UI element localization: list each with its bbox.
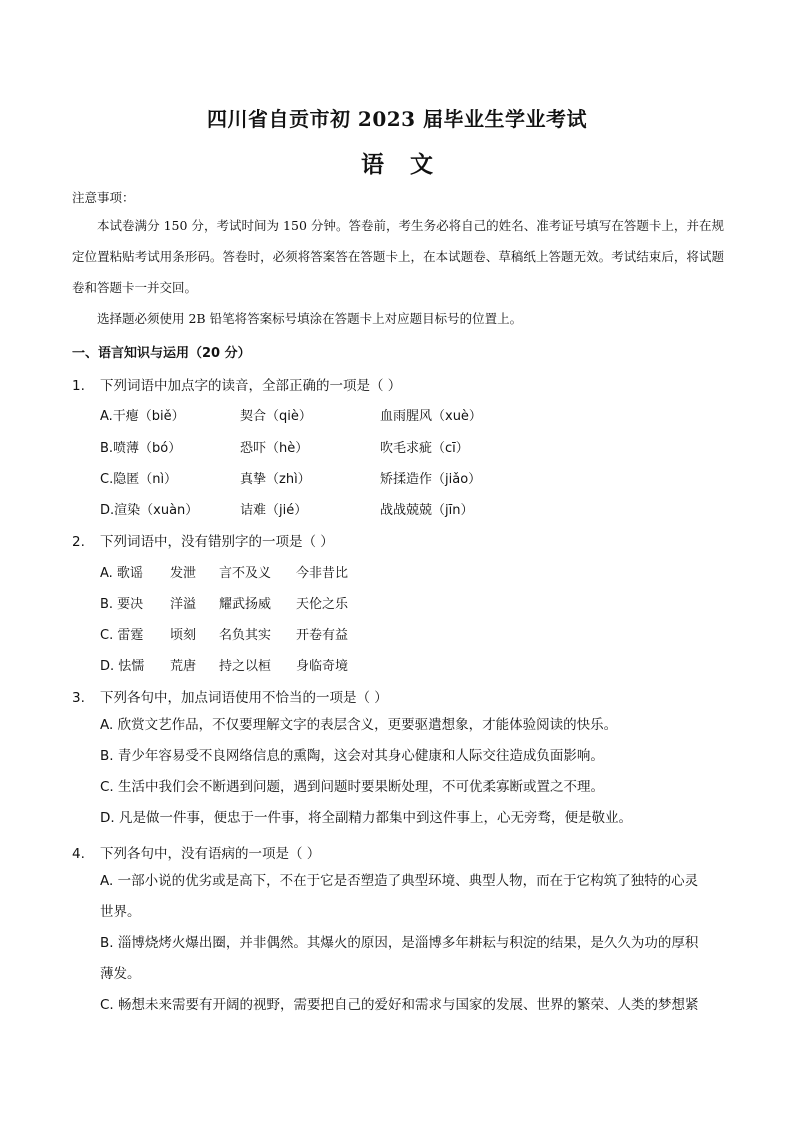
q2-option-c-1: C. 雷霆 (100, 628, 144, 643)
q4-option-a-line-1: A. 一部小说的优劣或是高下，不在于它是否塑造了典型环境、典型人物，而在于它构筑了独特的心灵 (100, 873, 699, 889)
question-2 (72, 530, 334, 550)
q1-option-d-3: 战战兢兢（jīn） (380, 503, 474, 518)
q4-option-b-line-2: 薄发。 (100, 966, 141, 982)
q2-option-d-3: 持之以桓 (219, 659, 272, 674)
q1-option-b-2: 恐吓（hè） (240, 441, 309, 456)
question-number: 3. (72, 690, 85, 706)
question-number: 4. (72, 846, 85, 862)
q4-option-c-line-1: C. 畅想未来需要有开阔的视野，需要把自己的爱好和需求与国家的发展、世界的繁荣、人类的梦想紧 (100, 997, 699, 1013)
q4-option-a-line-2: 世界。 (100, 904, 141, 920)
q3-option-d: D. 凡是做一件事，便忠于一件事，将全副精力都集中到这件事上，心无旁骛，便是敬业。 (100, 810, 632, 826)
q2-option-a-4: 今非昔比 (296, 566, 349, 581)
q4-option-b-line-1: B. 淄博烧烤火爆出圈，并非偶然。其爆火的原因，是淄博多年耕耘与积淀的结果，是久久为功的厚积 (100, 935, 699, 951)
q2-option-a-3: 言不及义 (219, 566, 272, 581)
q2-option-b-2: 洋溢 (170, 597, 197, 612)
q1-option-c-3: 矫揉造作（jiǎo） (380, 472, 482, 487)
question-number: 2. (72, 534, 85, 550)
q1-option-a-1: A.干瘪（biě） (100, 409, 185, 424)
notice-paragraph-2: 选择题必须使用 2B 铅笔将答案标号填涂在答题卡上对应题目标号的位置上。 (97, 311, 523, 326)
q1-option-c-2: 真挚（zhì） (240, 472, 311, 487)
q2-option-b-4: 天伦之乐 (296, 597, 349, 612)
q2-option-c-2: 顷刻 (170, 628, 197, 643)
section-heading-1: 一、语言知识与运用（20 分） (72, 346, 251, 361)
question-text: 下列词语中，没有错别字的一项是（ ） (100, 534, 334, 550)
q2-option-c-3: 名负其实 (219, 628, 272, 643)
q2-option-b-1: B. 要决 (100, 597, 144, 612)
question-text: 下列各句中，没有语病的一项是（ ） (100, 846, 321, 862)
q2-option-d-1: D. 怯懦 (100, 659, 145, 674)
notice-body (72, 210, 724, 334)
q2-option-d-4: 身临奇境 (296, 659, 349, 674)
q1-option-d-2: 诘难（jié） (240, 503, 308, 518)
notice-heading: 注意事项： (72, 190, 135, 205)
subject-title: 语文 (361, 151, 459, 178)
q1-option-d-1: D.渲染（xuàn） (100, 503, 199, 518)
exam-title: 四川省自贡市初 2023 届毕业生学业考试 (206, 107, 588, 131)
q1-option-a-2: 契合（qiè） (240, 409, 312, 424)
question-3 (72, 686, 388, 706)
q4-options (100, 866, 740, 1021)
q3-option-b: B. 青少年容易受不良网络信息的熏陶，这会对其身心健康和人际交往造成负面影响。 (100, 748, 604, 764)
q3-option-a: A. 欣赏文艺作品，不仅要理解文字的表层含义，更要驱遣想象，才能体验阅读的快乐。 (100, 717, 618, 733)
q2-option-c-4: 开卷有益 (296, 628, 349, 643)
q2-option-a-1: A. 歌谣 (100, 566, 143, 581)
q2-option-a-2: 发泄 (170, 566, 197, 581)
q3-option-c: C. 生活中我们会不断遇到问题，遇到问题时要果断处理，不可优柔寡断或置之不理。 (100, 779, 605, 795)
q1-option-a-3: 血雨腥风（xuè） (380, 409, 482, 424)
q1-option-b-1: B.喷薄（bó） (100, 441, 182, 456)
q1-option-b-3: 吹毛求疵（cī） (380, 441, 469, 456)
q2-option-d-2: 荒唐 (170, 659, 197, 674)
question-4 (72, 842, 320, 862)
q3-options (100, 710, 740, 834)
q2-option-b-3: 耀武扬威 (219, 597, 272, 612)
question-text: 下列词语中加点字的读音，全部正确的一项是（ ） (100, 378, 402, 394)
question-text: 下列各句中，加点词语使用不恰当的一项是（ ） (100, 690, 388, 706)
notice-paragraph-1: 本试卷满分 150 分，考试时间为 150 分钟。答卷前，考生务必将自己的姓名、准考证号填写在答题卡上，并在规定位置粘贴考试用条形码。答卷时，必须将答案答在答题卡上，在本试题卷、草稿纸上答题无效。考试结束后，将试题卷和答题卡一并交回。 (72, 218, 724, 295)
q1-option-c-1: C.隐匿（nì） (100, 472, 178, 487)
question-1 (72, 374, 401, 394)
question-number: 1. (72, 378, 85, 394)
